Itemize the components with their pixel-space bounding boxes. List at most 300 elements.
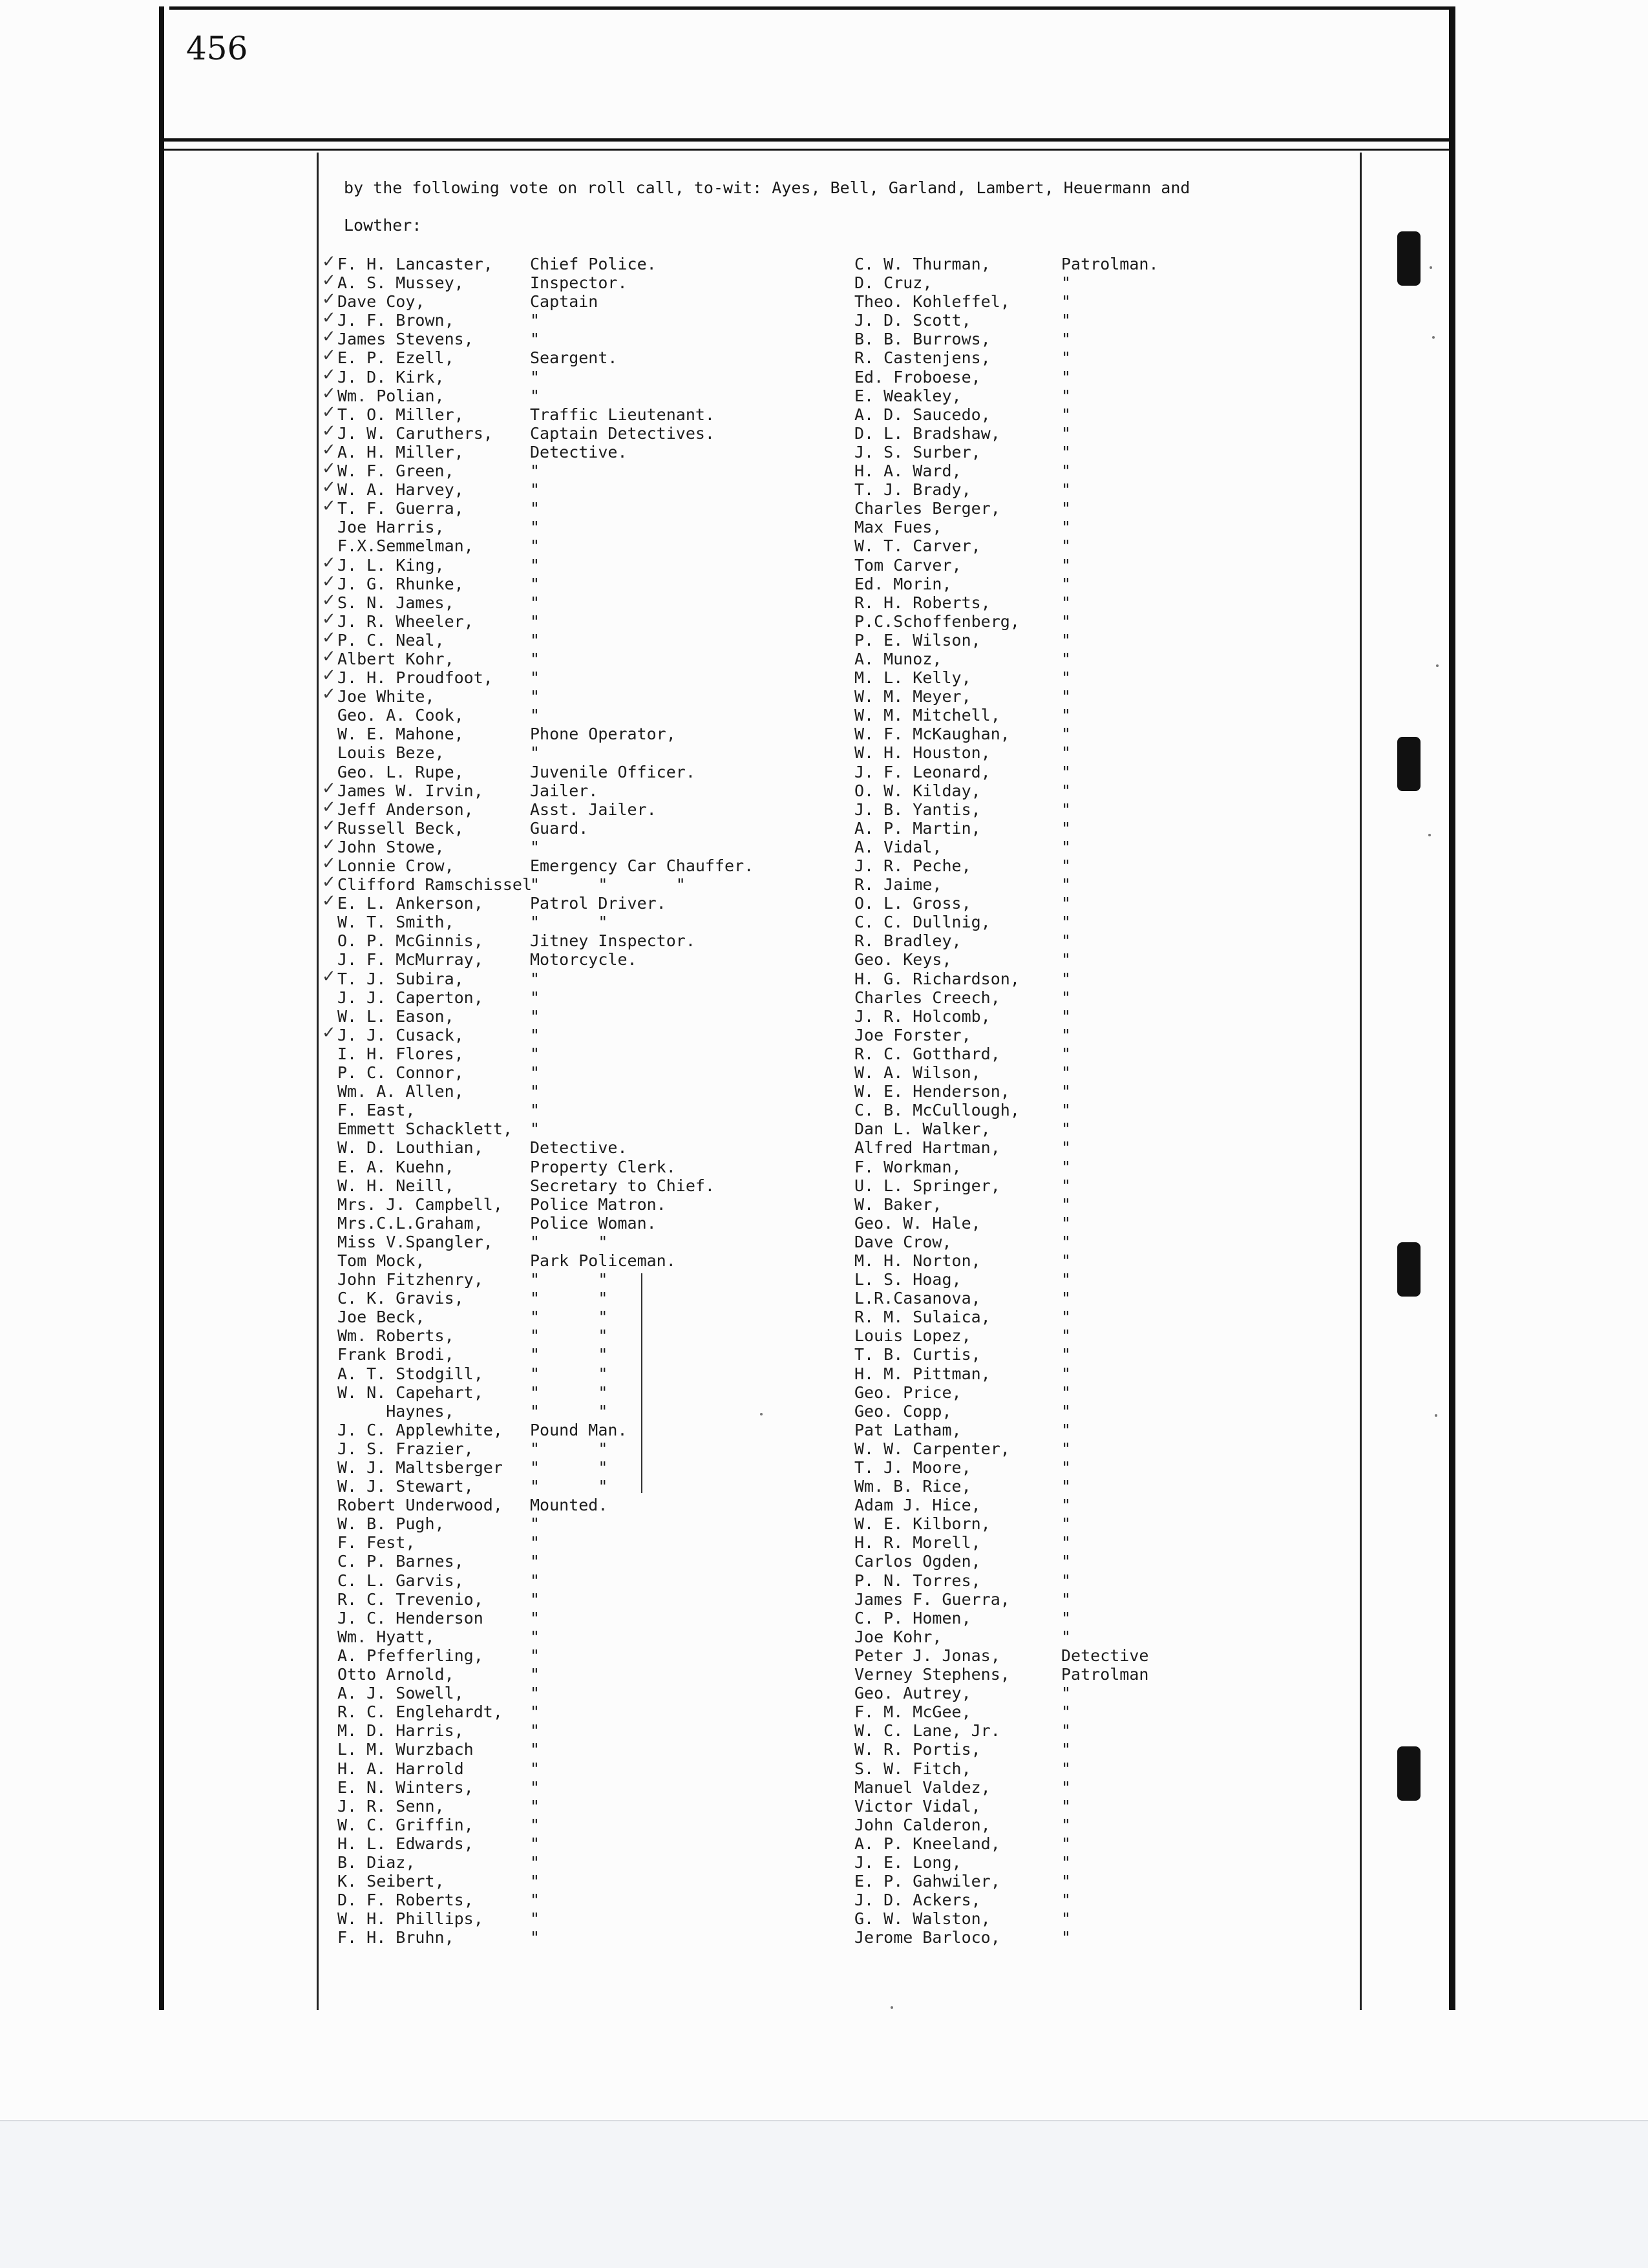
officer-rank: " " — [530, 1364, 608, 1383]
officer-rank: Captain — [530, 292, 598, 312]
officer-rank: " — [530, 536, 540, 556]
officer-name: Frank Brodi, — [337, 1345, 454, 1364]
officer-rank: " — [1061, 1157, 1072, 1176]
officer-rank: Police Matron. — [530, 1194, 666, 1214]
officer-rank: " — [530, 743, 540, 763]
officer-rank: " — [1061, 292, 1072, 312]
officer-name: H. R. Morell, — [854, 1533, 981, 1553]
officer-rank: " — [1061, 969, 1072, 988]
officer-name: P.C.Schoffenberg, — [854, 611, 1020, 631]
officer-name: H. L. Edwards, — [337, 1834, 474, 1853]
officer-name: Tom Carver, — [854, 555, 962, 575]
officer-name: A. P. Kneeland, — [854, 1834, 1000, 1853]
officer-rank: Jitney Inspector. — [530, 931, 695, 951]
officer-name: H. M. Pittman, — [854, 1364, 991, 1383]
officer-name: E. N. Winters, — [337, 1777, 474, 1797]
frame-top-rule — [169, 6, 1455, 10]
header-double-rule-top — [164, 138, 1454, 142]
officer-rank: " — [1061, 273, 1072, 293]
officer-name: Joe Forster, — [854, 1025, 971, 1044]
check-mark-icon: ✓ — [322, 440, 336, 460]
officer-rank: " — [530, 1909, 540, 1929]
officer-rank: " — [530, 1571, 540, 1590]
officer-name: A. T. Stodgill, — [337, 1364, 483, 1383]
officer-rank: " — [1061, 931, 1072, 951]
officer-rank: " — [1061, 1909, 1072, 1929]
officer-name: R. C. Gotthard, — [854, 1044, 1000, 1063]
officer-rank: " — [1061, 536, 1072, 556]
officer-name: T. J. Subira, — [337, 969, 464, 988]
binder-hole-icon — [1397, 231, 1421, 286]
officer-name: W. E. Henderson, — [854, 1082, 1010, 1101]
officer-name: L. S. Hoag, — [854, 1270, 962, 1289]
officer-name: H. G. Richardson, — [854, 969, 1020, 988]
check-mark-icon: ✓ — [322, 308, 336, 328]
officer-rank: " — [530, 668, 540, 688]
officer-rank: " — [1061, 1702, 1072, 1722]
officer-rank: Emergency Car Chauffer. — [530, 856, 754, 875]
officer-name: W. J. Stewart, — [337, 1477, 474, 1496]
officer-rank: " — [1061, 518, 1072, 537]
officer-name: James W. Irvin, — [337, 781, 483, 800]
check-mark-icon: ✓ — [322, 666, 336, 686]
officer-rank: " — [1061, 1308, 1072, 1327]
officer-name: O. W. Kilday, — [854, 781, 981, 800]
officer-name: Wm. B. Rice, — [854, 1477, 971, 1496]
officer-name: Ed. Morin, — [854, 574, 952, 593]
check-mark-icon: ✓ — [322, 496, 336, 516]
officer-name: W. E. Kilborn, — [854, 1514, 991, 1534]
officer-rank: Police Woman. — [530, 1213, 657, 1233]
speck — [1435, 1414, 1437, 1417]
officer-name: Wm. Polian, — [337, 386, 445, 405]
officer-name: Geo. Copp, — [854, 1401, 952, 1421]
check-mark-icon: ✓ — [322, 571, 336, 591]
officer-rank: " — [1061, 1232, 1072, 1251]
intro-line-1: by the following vote on roll call, to-wit: Ayes, Bell, Garland, Lambert, Heuermann and — [344, 178, 1190, 197]
check-mark-icon: ✓ — [322, 252, 336, 271]
officer-rank: " " — [530, 1232, 608, 1251]
officer-rank: Property Clerk. — [530, 1157, 676, 1176]
left-margin-line — [317, 153, 319, 2010]
officer-name: U. L. Springer, — [854, 1176, 1000, 1195]
officer-name: Charles Creech, — [854, 988, 1000, 1007]
officer-name: J. D. Scott, — [854, 311, 971, 330]
officer-rank: " — [1061, 1872, 1072, 1891]
officer-name: J. J. Cusack, — [337, 1025, 464, 1044]
officer-rank: " — [1061, 668, 1072, 688]
officer-rank: " — [1061, 1270, 1072, 1289]
officer-rank: Guard. — [530, 818, 589, 838]
officer-name: E. L. Ankerson, — [337, 894, 483, 913]
check-mark-icon: ✓ — [322, 816, 336, 836]
officer-name: W. F. Green, — [337, 461, 454, 481]
officer-name: J. D. Kirk, — [337, 367, 445, 387]
officer-name: E. Weakley, — [854, 386, 962, 405]
officer-rank: " — [1061, 1044, 1072, 1063]
officer-rank: " — [1061, 461, 1072, 481]
officer-name: Joe Beck, — [337, 1308, 425, 1327]
officer-name: A. Pfefferling, — [337, 1646, 483, 1665]
officer-name: D. F. Roberts, — [337, 1891, 474, 1910]
officer-rank: " — [530, 1759, 540, 1778]
officer-name: F.X.Semmelman, — [337, 536, 474, 556]
officer-rank: " — [1061, 1420, 1072, 1439]
officer-name: J. R. Peche, — [854, 856, 971, 875]
officer-rank: " — [1061, 856, 1072, 875]
officer-name: B. Diaz, — [337, 1852, 416, 1872]
officer-name: S. N. James, — [337, 593, 454, 612]
officer-name: A. J. Sowell, — [337, 1684, 464, 1703]
officer-name: R. Jaime, — [854, 875, 942, 895]
officer-rank: " — [1061, 837, 1072, 856]
officer-name: L. M. Wurzbach — [337, 1740, 474, 1759]
officer-name: L.R.Casanova, — [854, 1289, 981, 1308]
officer-name: W. H. Neill, — [337, 1176, 454, 1195]
officer-rank: Secretary to Chief. — [530, 1176, 715, 1195]
officer-rank: Detective. — [530, 1138, 628, 1158]
officer-rank: " — [1061, 762, 1072, 781]
check-mark-icon: ✓ — [322, 797, 336, 817]
binder-hole-icon — [1397, 1746, 1421, 1801]
officer-name: C. K. Gravis, — [337, 1289, 464, 1308]
officer-name: O. L. Gross, — [854, 894, 971, 913]
officer-rank: " — [1061, 348, 1072, 368]
officer-rank: " — [530, 1815, 540, 1834]
officer-rank: " — [530, 611, 540, 631]
officer-rank: " — [530, 1025, 540, 1044]
officer-name: Jeff Anderson, — [337, 800, 474, 819]
check-mark-icon: ✓ — [322, 459, 336, 479]
officer-rank: " — [530, 1608, 540, 1627]
officer-name: R. M. Sulaica, — [854, 1308, 991, 1327]
right-margin-line — [1360, 153, 1362, 2010]
officer-name: A. S. Mussey, — [337, 273, 464, 293]
officer-rank: " — [1061, 800, 1072, 819]
officer-name: Wm. Hyatt, — [337, 1627, 435, 1646]
officer-name: Geo. L. Rupe, — [337, 762, 464, 781]
officer-name: Robert Underwood, — [337, 1496, 503, 1515]
officer-name: E. P. Ezell, — [337, 348, 454, 368]
officer-name: J. R. Holcomb, — [854, 1006, 991, 1026]
officer-rank: " " — [530, 1326, 608, 1346]
officer-name: W. A. Harvey, — [337, 480, 464, 500]
officer-name: Otto Arnold, — [337, 1665, 454, 1684]
officer-name: C. P. Barnes, — [337, 1552, 464, 1571]
officer-name: W. M. Mitchell, — [854, 706, 1000, 725]
check-mark-icon: ✓ — [322, 290, 336, 310]
officer-name: W. A. Wilson, — [854, 1063, 981, 1083]
officer-name: Joe Kohr, — [854, 1627, 942, 1646]
officer-rank: " — [1061, 1477, 1072, 1496]
officer-name: R. C. Englehardt, — [337, 1702, 503, 1722]
officer-rank: " — [1061, 1552, 1072, 1571]
officer-rank: " — [1061, 574, 1072, 593]
officer-name: W. E. Mahone, — [337, 725, 464, 744]
officer-rank: " " — [530, 1383, 608, 1402]
officer-rank: " — [1061, 1251, 1072, 1270]
officer-rank: " " — [530, 1439, 608, 1458]
officer-rank: " — [1061, 1458, 1072, 1477]
officer-rank: " — [530, 1872, 540, 1891]
officer-rank: " — [1061, 781, 1072, 800]
officer-name: W. R. Portis, — [854, 1740, 981, 1759]
officer-rank: " — [1061, 1514, 1072, 1534]
officer-name: Joe Harris, — [337, 518, 445, 537]
officer-rank: " " — [530, 1270, 608, 1289]
officer-rank: " — [530, 1740, 540, 1759]
officer-rank: Mounted. — [530, 1496, 608, 1515]
officer-rank: " — [530, 461, 540, 481]
officer-name: W. T. Smith, — [337, 913, 454, 932]
officer-name: J. R. Wheeler, — [337, 611, 474, 631]
officer-rank: " " " — [530, 875, 686, 895]
officer-rank: " — [530, 1006, 540, 1026]
officer-name: F. H. Bruhn, — [337, 1928, 454, 1947]
officer-name: J. C. Applewhite, — [337, 1420, 503, 1439]
officer-rank: " — [1061, 1401, 1072, 1421]
officer-rank: " — [530, 311, 540, 330]
officer-name: C. W. Thurman, — [854, 255, 991, 273]
officer-name: M. D. Harris, — [337, 1721, 464, 1741]
officer-name: Emmett Schacklett, — [337, 1119, 512, 1139]
intro-line-2: Lowther: — [344, 216, 422, 235]
officer-rank: " — [1061, 1439, 1072, 1458]
officer-rank: " — [1061, 950, 1072, 970]
officer-name: B. B. Burrows, — [854, 330, 991, 349]
officer-rank: " — [1061, 725, 1072, 744]
officer-name: Joe White, — [337, 687, 435, 706]
officer-rank: " — [530, 367, 540, 387]
officer-rank: Detective — [1061, 1646, 1149, 1665]
speck — [891, 2006, 893, 2009]
officer-name: D. Cruz, — [854, 273, 933, 293]
officer-rank: " — [530, 593, 540, 612]
officer-rank: " — [1061, 1891, 1072, 1910]
officer-rank: " — [1061, 894, 1072, 913]
officer-rank: " — [1061, 1852, 1072, 1872]
officer-name: E. A. Kuehn, — [337, 1157, 454, 1176]
officer-name: H. A. Ward, — [854, 461, 962, 481]
officer-name: O. P. McGinnis, — [337, 931, 483, 951]
officer-name: I. H. Flores, — [337, 1044, 464, 1063]
officer-name: W. B. Pugh, — [337, 1514, 445, 1534]
officer-name: Haynes, — [337, 1401, 454, 1421]
check-mark-icon: ✓ — [322, 873, 336, 893]
check-mark-icon: ✓ — [322, 854, 336, 873]
officer-rank: " " — [530, 1458, 608, 1477]
officer-rank: " — [530, 1589, 540, 1609]
frame-right-rule — [1449, 6, 1455, 2010]
check-mark-icon: ✓ — [322, 778, 336, 798]
officer-name: Russell Beck, — [337, 818, 464, 838]
officer-name: Louis Beze, — [337, 743, 445, 763]
officer-rank: " — [1061, 593, 1072, 612]
officer-name: C. P. Homen, — [854, 1608, 971, 1627]
officer-name: Dave Crow, — [854, 1232, 952, 1251]
officer-rank: " — [530, 706, 540, 725]
officer-rank: " — [1061, 423, 1072, 443]
officer-name: W. M. Meyer, — [854, 687, 971, 706]
officer-name: W. W. Carpenter, — [854, 1439, 1010, 1458]
officer-name: H. A. Harrold — [337, 1759, 464, 1778]
check-mark-icon: ✓ — [322, 365, 336, 385]
officer-name: C. L. Garvis, — [337, 1571, 464, 1590]
speck — [1430, 266, 1432, 269]
officer-name: Dan L. Walker, — [854, 1119, 991, 1139]
officer-name: W. N. Capehart, — [337, 1383, 483, 1402]
check-mark-icon: ✓ — [322, 383, 336, 403]
officer-rank: " — [1061, 1589, 1072, 1609]
officer-rank: " " — [530, 1345, 608, 1364]
officer-name: Geo. W. Hale, — [854, 1213, 981, 1233]
check-mark-icon: ✓ — [322, 1023, 336, 1043]
officer-name: F. Fest, — [337, 1533, 416, 1553]
officer-rank: " — [1061, 875, 1072, 895]
park-policeman-bracket — [641, 1273, 642, 1493]
officer-rank: " — [530, 969, 540, 988]
officer-rank: " — [1061, 1928, 1072, 1947]
officer-name: W. D. Louthian, — [337, 1138, 483, 1158]
officer-rank: " " — [530, 1308, 608, 1327]
officer-rank: " " — [530, 913, 608, 932]
officer-rank: " — [530, 1777, 540, 1797]
officer-name: Manuel Valdez, — [854, 1777, 991, 1797]
officer-rank: " — [530, 1119, 540, 1139]
officer-name: C. B. McCullough, — [854, 1101, 1020, 1120]
officer-name: F. East, — [337, 1101, 416, 1120]
officer-rank: Juvenile Officer. — [530, 762, 695, 781]
officer-name: W. T. Carver, — [854, 536, 981, 556]
officer-name: Theo. Kohleffel, — [854, 292, 1010, 312]
officer-name: A. H. Miller, — [337, 442, 464, 461]
page-edge — [0, 2120, 1648, 2121]
officer-rank: " — [1061, 1383, 1072, 1402]
officer-rank: " — [1061, 687, 1072, 706]
officer-rank: " — [1061, 1684, 1072, 1703]
officer-name: J. J. Caperton, — [337, 988, 483, 1007]
officer-rank: Seargent. — [530, 348, 618, 368]
officer-name: F. M. McGee, — [854, 1702, 971, 1722]
officer-rank: " — [1061, 499, 1072, 518]
officer-rank: " — [1061, 1025, 1072, 1044]
officer-rank: " — [530, 1514, 540, 1534]
officer-name: Pat Latham, — [854, 1420, 962, 1439]
officer-name: F. Workman, — [854, 1157, 962, 1176]
officer-rank: " — [1061, 611, 1072, 631]
officer-name: Louis Lopez, — [854, 1326, 971, 1346]
officer-rank: " — [530, 480, 540, 500]
officer-rank: " — [1061, 649, 1072, 668]
officer-rank: " — [1061, 988, 1072, 1007]
check-mark-icon: ✓ — [322, 834, 336, 854]
officer-rank: " — [1061, 743, 1072, 763]
officer-name: P. C. Neal, — [337, 630, 445, 650]
officer-name: W. H. Houston, — [854, 743, 991, 763]
officer-name: G. W. Walston, — [854, 1909, 991, 1929]
officer-name: Dave Coy, — [337, 292, 425, 312]
officer-name: Geo. Price, — [854, 1383, 962, 1402]
officer-name: A. Munoz, — [854, 649, 942, 668]
officer-rank: " — [1061, 1571, 1072, 1590]
officer-name: Max Fues, — [854, 518, 942, 537]
officer-rank: " — [1061, 1759, 1072, 1778]
officer-rank: " — [530, 988, 540, 1007]
officer-rank: " — [530, 1646, 540, 1665]
check-mark-icon: ✓ — [322, 402, 336, 422]
officer-name: T. B. Curtis, — [854, 1345, 981, 1364]
officer-rank: Jailer. — [530, 781, 598, 800]
officer-rank: " " — [530, 1401, 608, 1421]
officer-name: James F. Guerra, — [854, 1589, 1010, 1609]
officer-name: Wm. A. Allen, — [337, 1082, 464, 1101]
officer-rank: " — [1061, 1138, 1072, 1158]
officer-name: John Stowe, — [337, 837, 445, 856]
officer-name: A. P. Martin, — [854, 818, 981, 838]
officer-rank: Motorcycle. — [530, 950, 637, 970]
officer-name: John Calderon, — [854, 1815, 991, 1834]
officer-name: Victor Vidal, — [854, 1796, 981, 1816]
officer-name: J. L. King, — [337, 555, 445, 575]
officer-rank: " — [1061, 1777, 1072, 1797]
check-mark-icon: ✓ — [322, 327, 336, 347]
check-mark-icon: ✓ — [322, 609, 336, 629]
check-mark-icon: ✓ — [322, 421, 336, 441]
officer-rank: " — [1061, 311, 1072, 330]
officer-rank: " — [530, 649, 540, 668]
officer-name: J. C. Henderson — [337, 1608, 483, 1627]
officer-rank: " — [1061, 1326, 1072, 1346]
officer-name: W. F. McKaughan, — [854, 725, 1010, 744]
officer-name: Carlos Ogden, — [854, 1552, 981, 1571]
officer-name: Geo. Autrey, — [854, 1684, 971, 1703]
officer-rank: " — [530, 499, 540, 518]
officer-name: W. C. Lane, Jr. — [854, 1721, 1000, 1741]
officer-rank: " — [530, 1721, 540, 1741]
officer-rank: " — [530, 1044, 540, 1063]
officer-rank: Inspector. — [530, 273, 628, 293]
officer-name: P. C. Connor, — [337, 1063, 464, 1083]
officer-rank: " — [1061, 1533, 1072, 1553]
officer-name: F. H. Lancaster, — [337, 255, 493, 273]
officer-rank: " — [1061, 1496, 1072, 1515]
speck — [760, 1413, 763, 1415]
officer-rank: Captain Detectives. — [530, 423, 715, 443]
officer-rank: " — [530, 1891, 540, 1910]
officer-rank: " — [530, 330, 540, 349]
officer-name: W. Baker, — [854, 1194, 942, 1214]
officer-rank: Detective. — [530, 442, 628, 461]
officer-name: J. R. Senn, — [337, 1796, 445, 1816]
officer-name: John Fitzhenry, — [337, 1270, 483, 1289]
check-mark-icon: ✓ — [322, 590, 336, 610]
officer-rank: " — [1061, 405, 1072, 424]
officer-name: Wm. Roberts, — [337, 1326, 454, 1346]
officer-rank: " — [530, 1928, 540, 1947]
officer-rank: " — [1061, 1082, 1072, 1101]
frame-left-rule — [159, 6, 164, 2010]
officer-rank: " — [530, 1082, 540, 1101]
officer-rank: " — [1061, 386, 1072, 405]
officer-rank: " — [1061, 1213, 1072, 1233]
officer-name: J. W. Caruthers, — [337, 423, 493, 443]
officer-name: Adam J. Hice, — [854, 1496, 981, 1515]
officer-name: T. O. Miller, — [337, 405, 464, 424]
officer-rank: " — [1061, 1815, 1072, 1834]
check-mark-icon: ✓ — [322, 346, 336, 366]
check-mark-icon: ✓ — [322, 891, 336, 911]
officer-name: T. J. Brady, — [854, 480, 971, 500]
